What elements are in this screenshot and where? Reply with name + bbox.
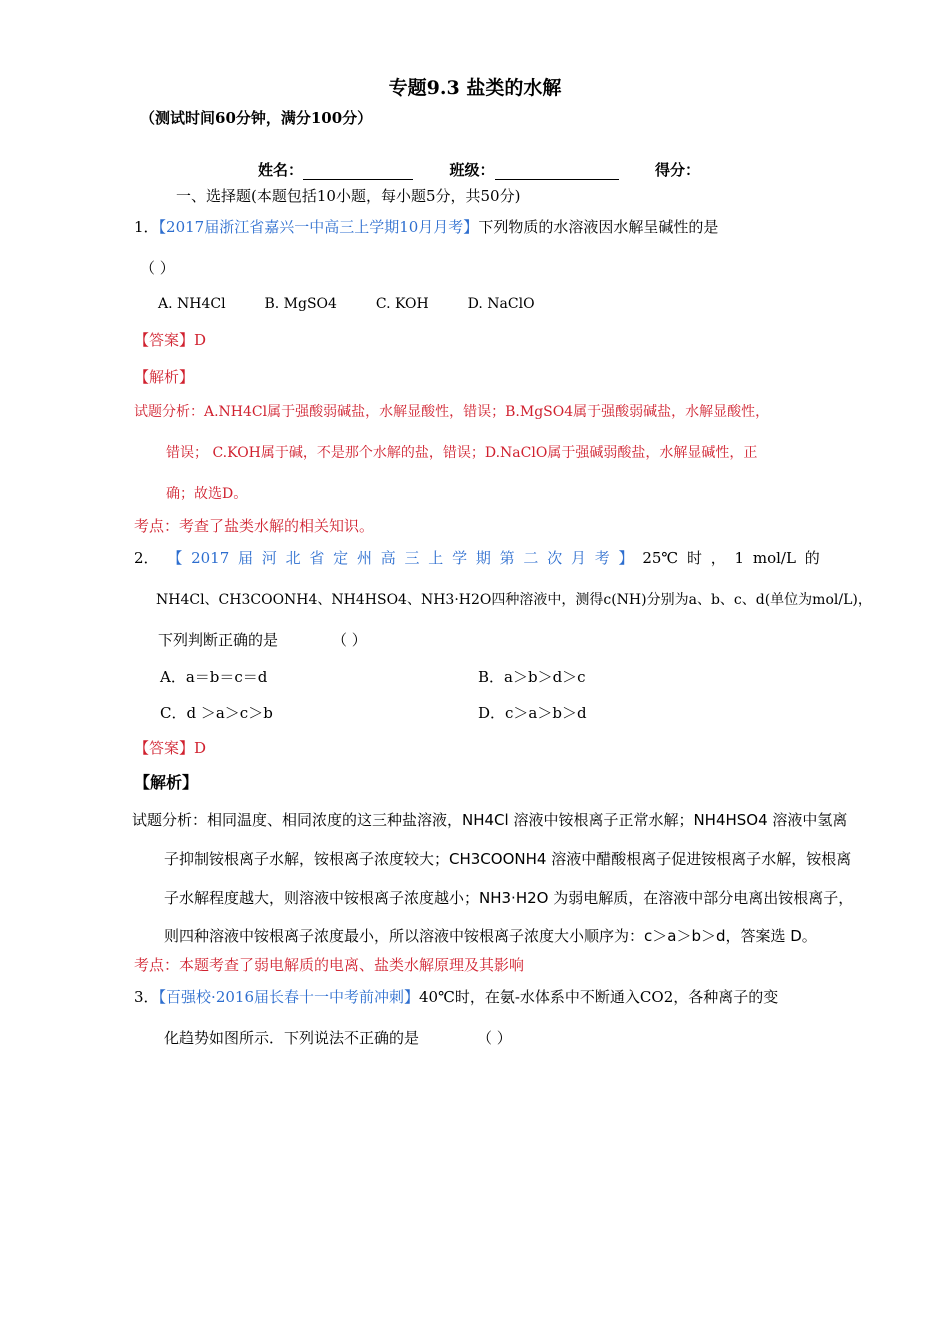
question-text: 40℃时，在氨-水体系中不断通入CO2，各种离子的变 <box>419 988 779 1006</box>
page-subtitle: （测试时间60分钟，满分100分） <box>140 109 373 127</box>
question-source-year: 2017 <box>191 549 230 567</box>
question-text: 1 <box>734 549 745 567</box>
name-field[interactable] <box>303 163 413 180</box>
student-info-row <box>258 160 700 180</box>
question-number: 1． <box>134 218 159 236</box>
question-2-option-b: B．a＞b＞d＞c <box>478 668 586 686</box>
question-2-answer <box>134 738 206 758</box>
question-1-analysis-line-3: 确；故选D。 <box>166 486 248 502</box>
question-source-char: 第 <box>499 549 515 567</box>
question-source-char: 二 <box>523 549 539 567</box>
question-2-kaodian: 考点：本题考查了弱电解质的电离、盐类水解原理及其影响 <box>134 956 525 974</box>
option-d: D. NaClO <box>467 296 535 312</box>
question-1-answer <box>134 330 206 350</box>
question-1-analysis-line-1: 试题分析：A.NH4Cl属于强酸弱碱盐，水解显酸性，错误；B.MgSO4属于强酸弱碱盐，水解显酸性， <box>134 404 770 420</box>
question-text: mol/L <box>752 549 796 567</box>
question-text: 25℃ <box>642 549 679 567</box>
question-source-char: 定 <box>333 549 349 567</box>
question-source-char: 次 <box>547 549 563 567</box>
question-number: 3． <box>134 988 159 1006</box>
question-1-analysis-line-2: 错误； C.KOH属于碱，不是那个水解的盐，错误；D.NaClO属于强碱弱酸盐，水解显碱性，正 <box>166 445 758 461</box>
question-1-kaodian: 考点：考查了盐类水解的相关知识。 <box>134 517 375 535</box>
question-source-char: 河 <box>261 549 277 567</box>
answer-label: 【答案】 <box>134 739 195 757</box>
option-b: B. MgSO4 <box>264 296 337 312</box>
question-1-stem <box>134 217 718 237</box>
question-2-analysis-line-1: 试题分析：相同温度、相同浓度的这三种盐溶液，NH4Cl 溶液中铵根离子正常水解；NH4HSO4 溶液中氢离 <box>132 811 848 829</box>
question-1-analysis-label: 【解析】 <box>134 368 195 386</box>
name-label: 姓名： <box>258 161 304 179</box>
question-source-char: 省 <box>309 549 325 567</box>
question-source: 【2017届浙江省嘉兴一中高三上学期10月月考】 <box>158 218 479 236</box>
question-2-analysis-line-2: 子抑制铵根离子水解，铵根离子浓度较大；CH3COONH4 溶液中醋酸根离子促进铵根离子水解，铵根离 <box>164 850 852 868</box>
question-source-char: 上 <box>428 549 444 567</box>
answer-paren: （ ） <box>477 1029 512 1047</box>
score-label: 得分： <box>654 161 700 179</box>
answer-label: 【答案】 <box>134 331 195 349</box>
question-2-option-a: A．a＝b＝c＝d <box>160 668 268 686</box>
question-number: 2． <box>134 549 159 567</box>
question-source-char: 期 <box>475 549 491 567</box>
question-source-bracket-close: 】 <box>618 549 634 567</box>
question-1-paren: （ ） <box>140 259 175 277</box>
question-text: 时 <box>686 549 702 567</box>
question-2-stem-line-2: NH4Cl、CH3COONH4、NH4HSO4、NH3·H2O四种溶液中，测得c(NH)分别为a、b、c、d(单位为mol/L)， <box>156 592 872 608</box>
question-source-bracket-open: 【 <box>167 549 183 567</box>
question-source-char: 州 <box>356 549 372 567</box>
answer-value: D <box>194 739 207 757</box>
question-source: 【百强校·2016届长春十一中考前冲刺】 <box>158 988 419 1006</box>
class-field[interactable] <box>495 163 619 180</box>
question-source-char: 考 <box>594 549 610 567</box>
question-2-analysis-label: 【解析】 <box>134 773 199 792</box>
question-2-option-c: C．d ＞a＞c＞b <box>160 704 273 722</box>
class-label: 班级： <box>449 161 495 179</box>
question-text: 下列判断正确的是 <box>158 631 279 649</box>
question-source-char: 月 <box>570 549 586 567</box>
option-c: C. KOH <box>375 296 429 312</box>
question-source-char: 届 <box>238 549 254 567</box>
question-1-options <box>158 294 535 314</box>
answer-paren: （ ） <box>332 631 367 649</box>
answer-value: D <box>194 331 207 349</box>
question-2-stem-line-3 <box>158 630 367 650</box>
question-text: 化趋势如图所示．下列说法不正确的是 <box>164 1029 420 1047</box>
question-source-char: 高 <box>380 549 396 567</box>
question-2-analysis-line-4: 则四种溶液中铵根离子浓度最小，所以溶液中铵根离子浓度大小顺序为：c＞a＞b＞d，答案选 D。 <box>164 927 817 945</box>
question-source-char: 学 <box>452 549 468 567</box>
question-text: 的 <box>804 549 820 567</box>
section-heading: 一、选择题(本题包括10小题，每小题5分，共50分) <box>176 187 521 205</box>
page-title: 专题9.3 盐类的水解 <box>388 77 562 99</box>
question-source-char: 三 <box>404 549 420 567</box>
question-text: 下列物质的水溶液因水解呈碱性的是 <box>478 218 719 236</box>
question-source-char: 北 <box>285 549 301 567</box>
question-text: ， <box>710 549 726 567</box>
option-a: A. NH4Cl <box>158 296 226 312</box>
question-3-stem-line-2 <box>164 1028 512 1048</box>
question-3-stem-line-1 <box>134 987 778 1007</box>
question-2-analysis-line-3: 子水解程度越大，则溶液中铵根离子浓度越小；NH3·H2O 为弱电解质，在溶液中部分电离出铵根离子， <box>164 889 854 907</box>
question-2-stem-line-1 <box>134 548 820 568</box>
question-2-option-d: D．c＞a＞b＞d <box>478 704 587 722</box>
